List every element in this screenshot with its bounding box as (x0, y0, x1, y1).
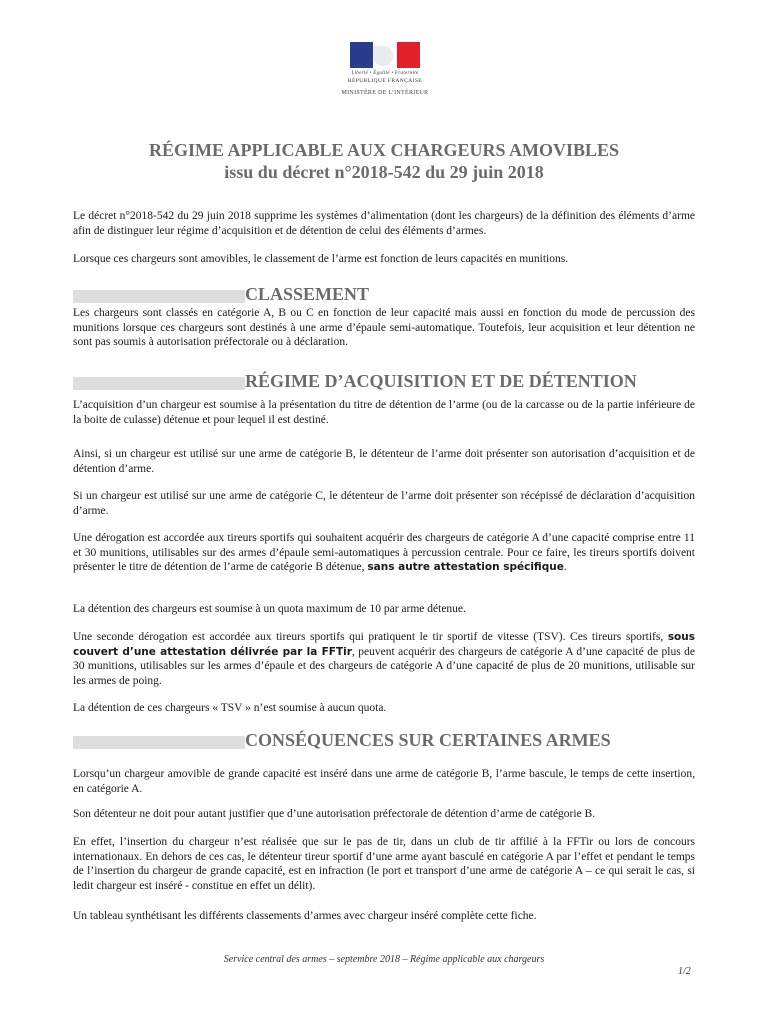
regime-paragraph-1: L’acquisition d’un chargeur est soumise à la présentation du titre de détention de l’arme (ou de la carcasse ou de la partie inférieure de la boite de culasse) détenue et pour lequel il est destiné. (73, 399, 695, 426)
consequences-paragraph-4: Un tableau synthétisant les différents classements d’armes avec chargeur inséré complète cette fiche. (73, 910, 537, 922)
regime-paragraph-7: La détention de ces chargeurs « TSV » n’est soumise à aucun quota. (73, 702, 387, 714)
section-heading-classement (73, 284, 695, 304)
heading-bar (73, 377, 245, 390)
consequences-paragraph-1: Lorsqu’un chargeur amovible de grande capacité est inséré dans une arme de catégorie B, l’arme bascule, le temps de cette insertion, en catégorie A. (73, 768, 695, 795)
consequences-paragraph-3: En effet, l’insertion du chargeur n’est réalisée que sur le pas de tir, dans un club de tir affilié à la FFTir ou lors de concours internationaux. En dehors de ces cas, le détenteur tireur sportif d’une arme ayant basculé en catégorie A par l’effet et pendant le temps de l’insertion du chargeur de grande capacité, est en infraction (le port et transport d’une arme de catégorie A – ce qui serait le cas, si ledit chargeur est inséré - constitue en effet un délit). (73, 836, 695, 892)
republic-label: RÉPUBLIQUE FRANÇAISE (347, 78, 423, 84)
section-heading-regime (73, 371, 695, 391)
regime-paragraph-5: La détention des chargeurs est soumise à un quota maximum de 10 par arme détenue. (73, 603, 466, 615)
regime-paragraph-6: Une seconde dérogation est accordée aux tireurs sportifs qui pratiquent le tir sportif de vitesse (TSV). Ces tireurs sportifs, sous couvert d’une attestation délivrée par la FFTir, peuvent acquérir des chargeurs de catégorie A d’une capacité de plus de 30 munitions, utilisables sur les armes d’épaule et des chargeurs de catégorie A d’une capacité de plus de 20 munitions, utilisable sur les armes de poing. (73, 631, 696, 687)
intro-paragraph-2: Lorsque ces chargeurs sont amovibles, le classement de l’arme est fonction de leurs capacités en munitions. (73, 253, 569, 265)
heading-bar (73, 290, 245, 303)
section-heading-consequences (73, 730, 695, 750)
regime-paragraph-4: Une dérogation est accordée aux tireurs sportifs qui souhaitent acquérir des chargeurs de catégorie A d’une capacité comprise entre 11 et 30 munitions, utilisables sur des armes d’épaule semi-automatiques à percussion centrale. Pour ce faire, les tireurs sportifs doivent présenter le titre de détention de l’arme de catégorie B détenue, sans autre attestation spécifique. (73, 532, 695, 573)
document-subtitle: issu du décret n°2018-542 du 29 juin 2018 (224, 162, 544, 182)
page-footer: Service central des armes – septembre 2018 – Régime applicable aux chargeurs (223, 954, 545, 965)
regime-paragraph-3: Si un chargeur est utilisé sur une arme de catégorie C, le détenteur de l’arme doit présenter son récépissé de déclaration d’acquisition d’arme. (73, 490, 695, 517)
regime-paragraph-2: Ainsi, si un chargeur est utilisé sur une arme de catégorie B, le détenteur de l’arme doit présenter son autorisation d’acquisition et de détention d’arme. (73, 448, 695, 475)
heading-label: CLASSEMENT (245, 284, 370, 304)
classement-paragraph: Les chargeurs sont classés en catégorie A, B ou C en fonction de leur capacité mais aussi en fonction du mode de percussion des munitions lorsque ces chargeurs sont destinés à une arme d’épaule semi-automatique. Toutefois, leur acquisition et leur détention ne sont pas soumis à autorisation préfectorale ou à déclaration. (73, 307, 695, 348)
emphasis-text: sous couvert d’une attestation délivrée par la FFTir (73, 631, 696, 658)
page-number: 1/2 (678, 966, 691, 977)
ministry-label: MINISTÈRE DE L’INTÉRIEUR (341, 90, 429, 96)
emphasis-text: sans autre attestation spécifique (367, 561, 564, 573)
consequences-paragraph-2: Son détenteur ne doit pour autant justifier que d’une autorisation préfectorale de détention d’arme de catégorie B. (73, 808, 596, 820)
heading-bar (73, 736, 245, 749)
ministry-logo (330, 40, 440, 102)
motto: Liberté • Égalité • Fraternité (351, 71, 419, 76)
document-title: RÉGIME APPLICABLE AUX CHARGEURS AMOVIBLES (148, 140, 620, 160)
intro-paragraph-1: Le décret n°2018-542 du 29 juin 2018 supprime les systèmes d’alimentation (dont les chargeurs) de la définition des éléments d’arme afin de distinguer leur régime d’acquisition et de détention de celui des éléments d’armes. (73, 210, 695, 237)
heading-label: RÉGIME D’ACQUISITION ET DE DÉTENTION (245, 371, 637, 391)
heading-label: CONSÉQUENCES SUR CERTAINES ARMES (245, 730, 611, 750)
marianne-flag-icon (350, 42, 420, 68)
